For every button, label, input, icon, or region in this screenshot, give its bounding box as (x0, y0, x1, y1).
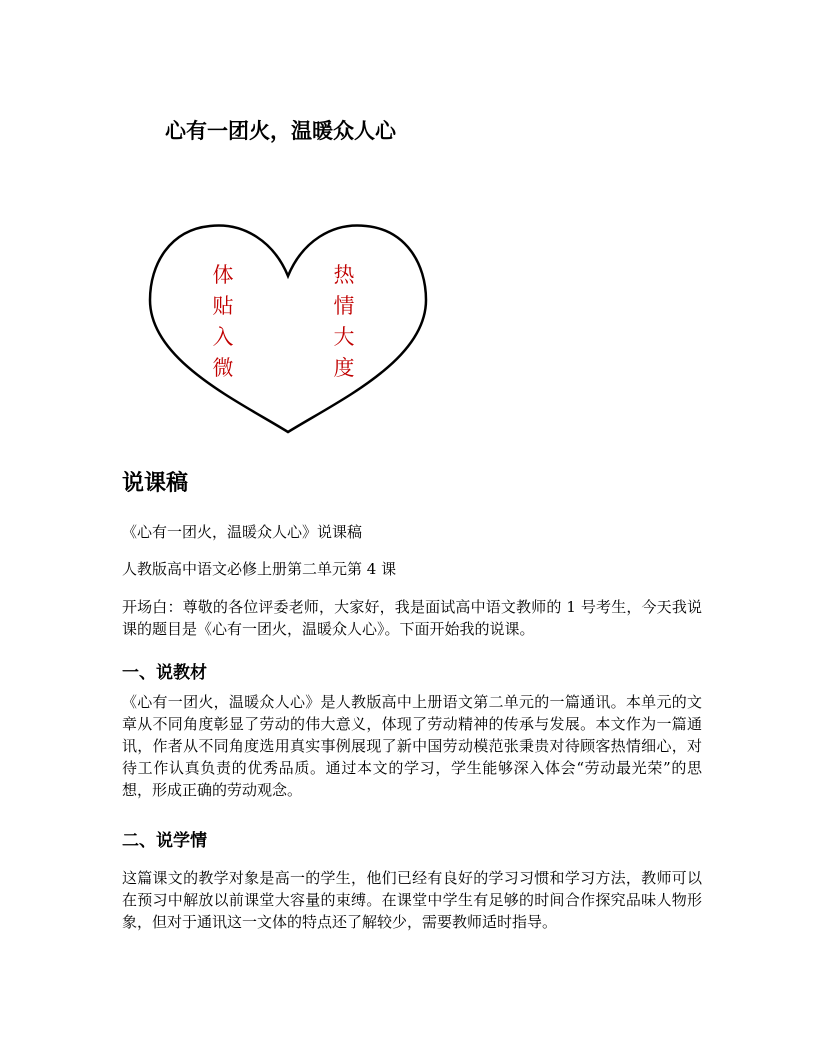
heart-left-char: 入 (212, 325, 234, 349)
page-title: 心有一团火，温暖众人心 (165, 118, 396, 143)
heart-outline-icon (146, 220, 430, 438)
heart-left-char: 体 (212, 263, 234, 287)
heart-shape (150, 225, 426, 432)
section-body-textbook: 《心有一团火，温暖众人心》是人教版高中上册语文第二单元的一篇通讯。本单元的文章从不同角度彰显了劳动的伟大意义，体现了劳动精神的传承与发展。本文作为一篇通讯，作者从不同角度选用真实事例展现了新中国劳动模范张秉贵对待顾客热情细心，对待工作认真负责的优秀品质。通过本文的学习，学生能够深入体会“劳动最光荣”的思想，形成正确的劳动观念。 (122, 693, 702, 799)
heart-right-char: 大 (333, 325, 355, 349)
title-line: 《心有一团火，温暖众人心》说课稿 (122, 523, 363, 541)
section-heading-textbook: 一、说教材 (122, 663, 207, 683)
document-heading: 说课稿 (122, 470, 189, 496)
heart-right-char: 情 (333, 294, 355, 318)
heart-right-char: 度 (333, 356, 355, 380)
section-body-students: 这篇课文的教学对象是高一的学生，他们已经有良好的学习习惯和学习方法，教师可以在预习中解放以前课堂大容量的束缚。在课堂中学生有足够的时间合作探究品味人物形象，但对于通讯这一文体的特点还了解较少，需要教师适时指导。 (122, 869, 702, 931)
heart-figure (146, 220, 430, 438)
heart-left-char: 贴 (212, 294, 234, 318)
heart-right-text (331, 260, 357, 384)
heart-left-char: 微 (212, 356, 234, 380)
heart-right-char: 热 (333, 263, 355, 287)
heart-left-text (210, 260, 236, 384)
section-heading-students: 二、说学情 (122, 831, 207, 851)
edition-line: 人教版高中语文必修上册第二单元第 4 课 (122, 560, 397, 578)
opening-paragraph: 开场白：尊敬的各位评委老师，大家好，我是面试高中语文教师的 1 号考生，今天我说课的题目是《心有一团火，温暖众人心》。下面开始我的说课。 (122, 598, 702, 638)
